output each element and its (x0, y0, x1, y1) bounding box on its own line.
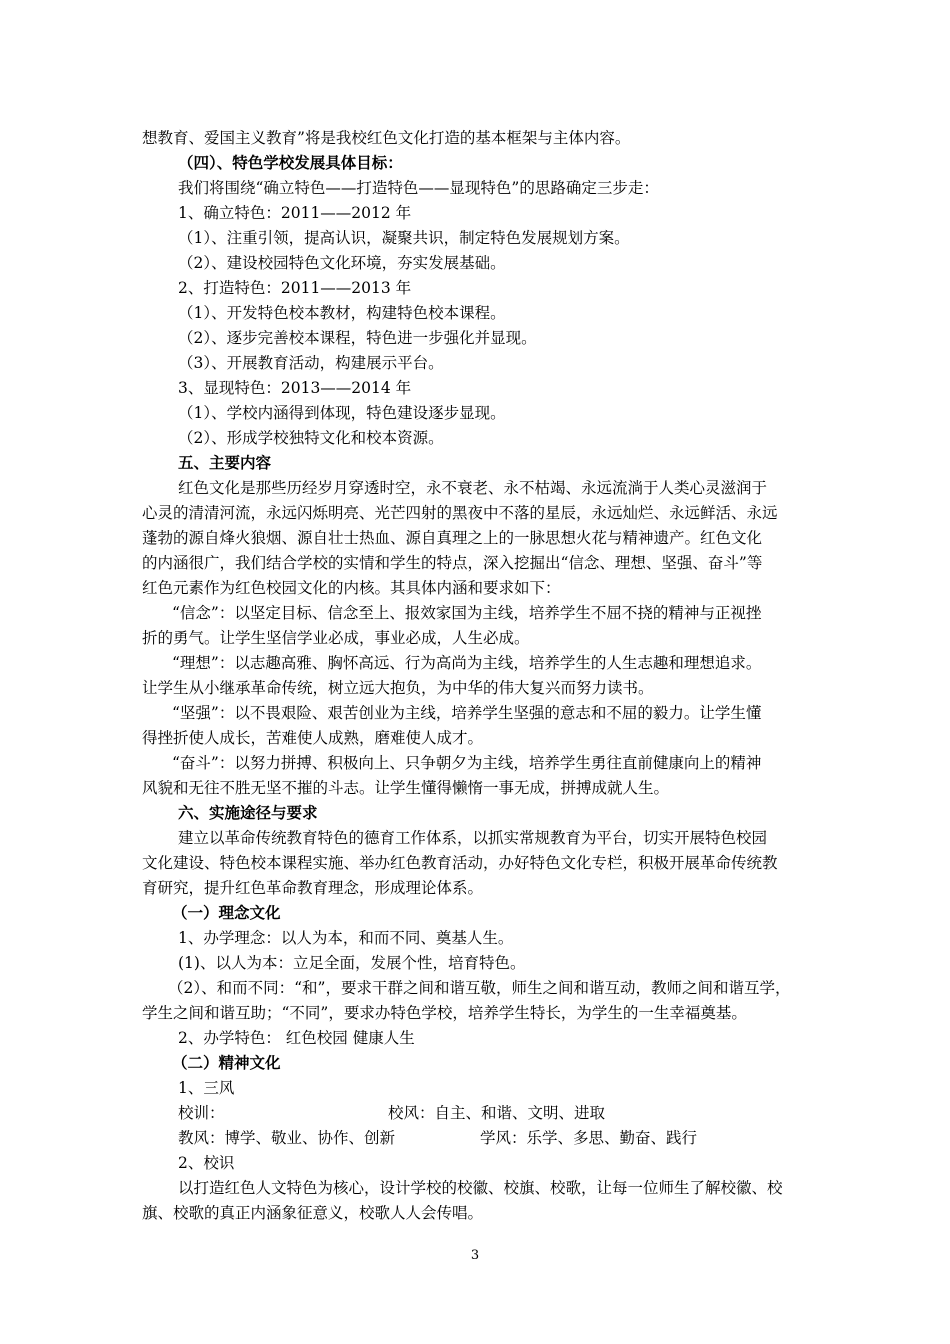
section-heading: （一）理念文化 (172, 903, 281, 922)
text-line: 1、办学理念：以人为本，和而不同、奠基人生。 (178, 929, 514, 947)
text-line: “奋斗”：以努力拼搏、积极向上、只争朝夕为主线，培养学生勇往直前健康向上的精神 (172, 754, 762, 772)
text-line: 蓬勃的源自烽火狼烟、源自壮士热血、源自真理之上的一脉思想火花与精神遗产。红色文化 (142, 529, 763, 547)
text-line: 我们将围绕“确立特色——打造特色——显现特色”的思路确定三步走： (178, 179, 659, 197)
text-line: 的内涵很广，我们结合学校的实情和学生的特点，深入挖掘出“信念、理想、坚强、奋斗”等 (142, 554, 763, 572)
text-line: 以打造红色人文特色为核心，设计学校的校徽、校旗、校歌，让每一位师生了解校徽、校 (178, 1179, 783, 1197)
text-line: （1）、学校内涵得到体现，特色建设逐步显现。 (178, 404, 506, 422)
text-line: 1、确立特色：2011——2012 年 (178, 204, 412, 222)
text-line: 文化建设、特色校本课程实施、举办红色教育活动，办好特色文化专栏，积极开展革命传统教 (142, 854, 778, 872)
text-line: “信念”：以坚定目标、信念至上、报效家国为主线，培养学生不屈不挠的精神与正视挫 (172, 604, 762, 622)
text-line: “理想”：以志趣高雅、胸怀高远、行为高尚为主线，培养学生的人生志趣和理想追求。 (172, 654, 762, 672)
text-line: （2）、逐步完善校本课程，特色进一步强化并显现。 (178, 329, 537, 347)
text-line: 红色元素作为红色校园文化的内核。其具体内涵和要求如下： (142, 579, 561, 597)
text-line: “坚强”：以不畏艰险、艰苦创业为主线，培养学生坚强的意志和不屈的毅力。让学生懂 (172, 704, 762, 722)
text-line: 红色文化是那些历经岁月穿透时空，永不衰老、永不枯竭、永远流淌于人类心灵滋润于 (178, 479, 768, 497)
text-line: 3、显现特色：2013——2014 年 (178, 379, 412, 397)
text-line: 心灵的清清河流，永远闪烁明亮、光芒四射的黑夜中不落的星辰，永远灿烂、永远鲜活、永远 (142, 504, 778, 522)
text-line: （2）、和而不同：“和”，要求干群之间和谐互敬，师生之间和谐互动，教师之间和谐互学， (168, 979, 791, 997)
text-line: (1)、以人为本：立足全面，发展个性，培育特色。 (178, 954, 526, 972)
text-line: （1）、开发特色校本教材，构建特色校本课程。 (178, 304, 506, 322)
text-line: 育研究，提升红色革命教育理念，形成理论体系。 (142, 879, 484, 897)
text-line: 让学生从小继承革命传统，树立远大抱负，为中华的伟大复兴而努力读书。 (142, 679, 654, 697)
text-line: （3）、开展教育活动，构建展示平台。 (178, 354, 444, 372)
section-heading: 五、主要内容 (178, 453, 272, 472)
text-line: 旗、校歌的真正内涵象征意义，校歌人人会传唱。 (142, 1204, 484, 1222)
text-line: 2、校识 (178, 1154, 235, 1172)
text-line: 折的勇气。让学生坚信学业必成，事业必成，人生必成。 (142, 629, 530, 647)
text-line: 得挫折使人成长，苦难使人成熟，磨难使人成才。 (142, 729, 484, 747)
section-heading: （二）精神文化 (172, 1053, 281, 1072)
motto-label: 校训： (178, 1104, 225, 1122)
study-style: 学风：乐学、多思、勤奋、践行 (480, 1129, 698, 1147)
text-line: 风貌和无往不胜无坚不摧的斗志。让学生懂得懒惰一事无成，拼搏成就人生。 (142, 779, 670, 797)
text-line: 学生之间和谐互助；“不同”，要求办特色学校，培养学生特长，为学生的一生幸福奠基。 (142, 1004, 747, 1022)
text-line: 1、三风 (178, 1079, 235, 1097)
school-spirit: 校风：自主、和谐、文明、进取 (388, 1104, 606, 1122)
text-line: 想教育、爱国主义教育”将是我校红色文化打造的基本框架与主体内容。 (142, 129, 631, 147)
text-line: （2）、形成学校独特文化和校本资源。 (178, 429, 444, 447)
page-number: 3 (470, 1248, 480, 1263)
text-line: 2、打造特色：2011——2013 年 (178, 279, 412, 297)
section-heading: （四）、特色学校发展具体目标： (178, 153, 403, 172)
text-line: （1）、注重引领，提高认识，凝聚共识，制定特色发展规划方案。 (178, 229, 630, 247)
text-line: （2）、建设校园特色文化环境，夯实发展基础。 (178, 254, 506, 272)
text-line: 建立以革命传统教育特色的德育工作体系，以抓实常规教育为平台，切实开展特色校园 (178, 829, 768, 847)
text-line: 2、办学特色： 红色校园 健康人生 (178, 1029, 415, 1047)
section-heading: 六、实施途径与要求 (178, 803, 318, 822)
teaching-style: 教风：博学、敬业、协作、创新 (178, 1129, 396, 1147)
